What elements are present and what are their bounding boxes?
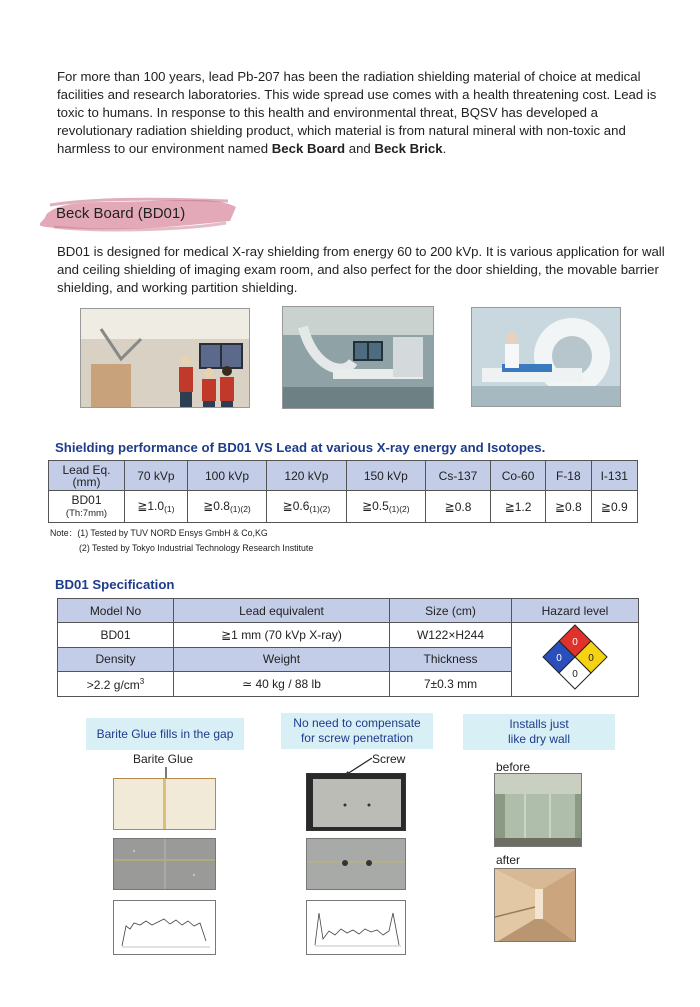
- intro-and: and: [345, 141, 375, 156]
- spec-h-hazard: Hazard level: [512, 599, 639, 623]
- performance-title: Shielding performance of BD01 VS Lead at various X-ray energy and Isotopes.: [55, 440, 546, 455]
- screw-profile-graph: [306, 900, 406, 955]
- note-1: Note：(1) Tested by TUV NORD Ensys GmbH & Co,KG: [50, 528, 268, 538]
- screw-xray-image: [306, 838, 406, 890]
- hazard-flammability: 0: [572, 637, 578, 648]
- value-cell: [591, 491, 637, 523]
- photo-installation-workers: [80, 308, 250, 408]
- after-corridor-image: [494, 868, 576, 942]
- feature-drywall-line1: Installs just: [509, 717, 569, 731]
- col-i131: I-131: [591, 461, 637, 491]
- value-text: ≧0.9: [600, 499, 628, 514]
- spec-h-size: Size (cm): [390, 599, 512, 623]
- lead-eq-header: [49, 461, 125, 491]
- feature-no-compensate: [281, 713, 433, 749]
- photo-ct-scanner: [471, 307, 621, 407]
- section-description: BD01 is designed for medical X-ray shielding from energy 60 to 200 kVp. It is various application for wall and ceiling shielding of imaging exam room, and also perfect for the door shielding, the movable barrier shielding, and working partition shielding.: [57, 244, 665, 295]
- hazard-reactivity: 0: [588, 653, 594, 664]
- note-2: (2) Tested by Tokyo Industrial Technology Research Institute: [79, 543, 314, 553]
- intro-end: .: [442, 141, 447, 156]
- value-text: ≧0.6: [282, 499, 310, 513]
- feature-screw-line1: No need to compensate: [293, 716, 421, 730]
- value-cell: [267, 491, 346, 523]
- feature-barite-glue: [86, 718, 244, 750]
- screw-label: Screw: [372, 752, 406, 766]
- bd01-thickness: (Th:7mm): [65, 507, 108, 519]
- spec-h-model: Model No: [58, 599, 174, 623]
- value-cell: [125, 491, 188, 523]
- spec-model: BD01: [58, 623, 174, 648]
- value-text: ≧0.8: [554, 499, 582, 514]
- value-note: (1)(2): [229, 504, 251, 514]
- section-title: Beck Board (BD01): [56, 205, 186, 222]
- performance-table: [48, 460, 638, 523]
- hazard-diamond-icon: [540, 623, 610, 693]
- value-text: ≧0.8: [203, 499, 230, 513]
- value-cell: [346, 491, 425, 523]
- spec-h-density: Density: [58, 647, 174, 672]
- product-beck-brick: Beck Brick: [374, 141, 443, 156]
- lead-eq-unit: (mm): [72, 474, 101, 489]
- value-text: ≧0.5: [362, 499, 389, 513]
- hazard-health: 0: [556, 653, 562, 664]
- feature-barite-text: Barite Glue fills in the gap: [96, 727, 234, 741]
- glue-xray-image: [113, 838, 216, 890]
- spec-title: BD01 Specification: [55, 577, 175, 592]
- density-unit-sup: 3: [139, 676, 145, 686]
- value-cell: [426, 491, 491, 523]
- spec-lead: ≧1 mm (70 kVp X-ray): [174, 623, 390, 648]
- spec-h-lead: Lead equivalent: [174, 599, 390, 623]
- intro-text: For more than 100 years, lead Pb-207 has been the radiation shielding material of choice at medical facilities and research laboratories. This wide spread use comes with a health threatening cost. Lead is toxic to humans. In response to this health and environmental threat, BQSV has developed a revolutionary radiation shielding product, which material is from natural mineral with non-toxic and harmless to our environment named: [57, 69, 657, 156]
- value-note: (1)(2): [309, 504, 331, 514]
- spec-thickness: 7±0.3 mm: [390, 672, 512, 697]
- value-text: ≧0.8: [444, 499, 472, 514]
- spec-size: W122×H244: [390, 623, 512, 648]
- section-heading: [40, 195, 240, 233]
- barite-glue-label: Barite Glue: [133, 752, 194, 766]
- photo-angiography-room: [282, 306, 434, 409]
- density-value: >2.2 g/cm: [86, 677, 140, 692]
- before-wall-image: [494, 773, 582, 847]
- after-label: after: [496, 853, 521, 867]
- spec-table: [57, 598, 639, 697]
- col-150kvp: 150 kVp: [346, 461, 425, 491]
- value-cell: [187, 491, 266, 523]
- spec-h-thickness: Thickness: [390, 647, 512, 672]
- value-text: ≧1.0: [137, 499, 165, 513]
- feature-dry-wall: [463, 714, 615, 750]
- performance-value-row: [49, 491, 638, 523]
- glue-profile-graph: [113, 900, 216, 955]
- feature-drywall-line2: like dry wall: [507, 732, 570, 746]
- value-note: (1): [164, 504, 175, 514]
- board-screw-image: [306, 773, 406, 831]
- col-120kvp: 120 kVp: [267, 461, 346, 491]
- spec-weight: ≃ 40 kg / 88 lb: [174, 672, 390, 697]
- feature-screw-line2: for screw penetration: [300, 731, 414, 745]
- hazard-special: 0: [572, 669, 578, 680]
- spec-header-row-1: [58, 599, 639, 623]
- bd01-row-label: [49, 491, 125, 523]
- performance-header-row: [49, 461, 638, 491]
- col-co60: Co-60: [491, 461, 546, 491]
- col-cs137: Cs-137: [426, 461, 491, 491]
- value-cell: [546, 491, 591, 523]
- lead-eq-label: Lead Eq.: [62, 462, 111, 477]
- col-70kvp: 70 kVp: [125, 461, 188, 491]
- value-note: (1)(2): [388, 504, 410, 514]
- spec-hazard-cell: [512, 623, 639, 697]
- bd01-label: BD01: [71, 492, 102, 507]
- col-f18: F-18: [546, 461, 591, 491]
- product-beck-board: Beck Board: [271, 141, 346, 156]
- spec-h-weight: Weight: [174, 647, 390, 672]
- intro-paragraph: [57, 68, 677, 158]
- performance-notes: [50, 526, 313, 556]
- value-cell: [491, 491, 546, 523]
- spec-density: [58, 672, 174, 697]
- spec-value-row-1: [58, 623, 639, 648]
- value-text: ≧1.2: [504, 499, 532, 514]
- board-glue-seam-image: [113, 778, 216, 830]
- before-label: before: [496, 760, 531, 774]
- col-100kvp: 100 kVp: [187, 461, 266, 491]
